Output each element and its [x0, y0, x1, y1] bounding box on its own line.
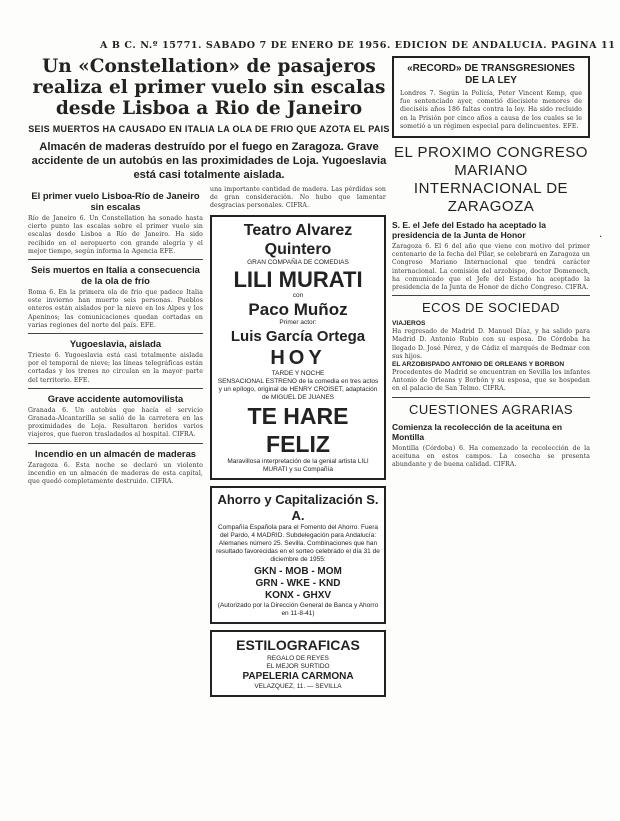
ahorro-code: GRN - WKE - KND — [255, 577, 341, 589]
society-text: Ha regresado de Madrid D. Manuel Díaz, y ha salido para Madrid D. Antonio Rubio con su esposa. De Córdoba ha llegado D. José Pérez, y de Cádiz el marqués de Bedmar con sus hijos. — [392, 328, 590, 360]
society-label-2: EL ARZOBISPADO ANTONIO DE ORLEANS Y BORBON — [392, 361, 565, 369]
ahorro-code: KONX - GHXV — [264, 589, 332, 601]
pens-line1: REGALO DE REYES — [267, 654, 329, 662]
theatre-venue: Teatro Alvarez Quintero — [243, 221, 353, 258]
subheadline: Almacén de maderas destruído por el fuego en Zaragoza. Grave accidente de un autobús en las proximidades de Loja. Yugoeslavia está casi totalmente aislada. — [31, 141, 387, 181]
section-title: Grave accidente automovilista — [47, 392, 184, 404]
intro-text: una importante cantidad de madera. Las pérdidas son de gran consideración. No hubo que lamentar desgracias personales. CIFRA. — [210, 186, 386, 210]
section-text: Río de Janeiro 6. Un Constellation ha sonado hasta cierto punto las escalas sobre el primer vuelo sin escalas desde Lisboa a Río de Janeiro. Ha sido recibido en el aeropuerto con grande alegría y el mejor tiempo, según informa la Agencia EFE. — [28, 215, 203, 255]
congress-headline: EL PROXIMO CONGRESO MARIANO INTERNACIONAL DE ZARAGOZA — [394, 144, 588, 216]
divider — [28, 388, 203, 389]
ahorro-body: Compañía Española para el Fomento del Ahorro. Fuera del Pardo, 4 MADRID. Subdelegación para Andalucía: Alemanes número 25. Sevilla. Combinaciones que han resultado favorecidas en el sorteo celebrado el día 31 de diciembre de 1955: — [216, 523, 380, 563]
society-label: VIAJEROS — [392, 320, 426, 328]
theatre-actor1: Paco Muñoz — [248, 299, 348, 319]
pens-address: VELAZQUEZ, 11. — SEVILLA — [254, 682, 342, 690]
right-column — [392, 56, 590, 469]
theatre-actor2: Luis García Ortega — [230, 327, 366, 345]
theatre-company: GRAN COMPAÑIA DE COMEDIAS — [247, 258, 349, 266]
agrarian-text: Montilla (Córdoba) 6. Ha comenzado la recolección de la aceituna en estos campos. La cosecha se presenta abundante y de buena calidad. CIFRA. — [392, 444, 590, 469]
theatre-star: LILI MURATI — [233, 266, 363, 292]
society-text-2: Procedentes de Madrid se encuentran en Sevilla los infantes Antonio de Orleans y Borbón y su esposa, que se hospedan en el palacio de San Telmo. CIFRA. — [392, 369, 590, 393]
ahorro-title: Ahorro y Capitalización S. A. — [217, 491, 379, 523]
section-title: Yugoeslavia, aislada — [69, 338, 162, 350]
theatre-with: con — [292, 291, 304, 299]
theatre-advertisement — [210, 215, 386, 480]
divider — [28, 259, 203, 260]
section-title: Incendio en un almacén de maderas — [35, 447, 196, 459]
edge-mark: · — [599, 232, 603, 243]
headline-kicker: SEIS MUERTOS HA CAUSADO EN ITALIA LA OLA DE FRIO QUE AZOTA EL PAIS — [28, 124, 390, 134]
theatre-first-actor-label: Primer actor: — [279, 318, 317, 326]
divider — [28, 443, 203, 444]
record-text: Londres 7. Según la Policía, Peter Vincent Kemp, que fue sentenciado ayer, cometió diecisiete menores de dieciséis años 186 faltas contra la ley. Ha sido recluido en la Prisión por cinco años a causa de los cuales se le sometió a un régimen especial para delincuentes. EFE. — [400, 90, 582, 130]
congress-kicker: S. E. el Jefe del Estado ha aceptado la presidencia de la Junta de Honor — [392, 220, 547, 241]
theatre-description: SENSACIONAL ESTRENO de la comedia en tres actos y un epílogo, original de HENRY CROISET, adaptación de MIGUEL DE JUANES — [217, 377, 379, 401]
record-box — [392, 56, 590, 138]
agrarian-kicker: Comienza la recolección de la aceituna en Montilla — [392, 421, 563, 442]
agrarian-headline: CUESTIONES AGRARIAS — [408, 401, 574, 417]
pens-shop: PAPELERIA CARMONA — [242, 670, 354, 682]
theatre-times: TARDE Y NOCHE — [271, 369, 325, 377]
divider — [28, 333, 203, 334]
ahorro-footer: (Autorizado por la Dirección General de Banca y Ahorro en 11-8-41) — [217, 601, 379, 617]
congress-text: Zaragoza 6. El 6 del año que viene con motivo del primer centenario de la fecha del Pilar, se celebrará en Zaragoza un Congreso Mariano Internacional que tendrá carácter internacional. La comisión del arzobispo, doctor Domenech, ha comunicado que el Jefe del Estado ha aceptado la presidencia de la Junta de Honor de dicho Congreso. CIFRA. — [392, 243, 590, 292]
pens-advertisement — [210, 630, 386, 697]
section-title: El primer vuelo Lisboa-Río de Janeiro sin escalas — [31, 190, 200, 212]
left-column — [28, 186, 203, 486]
divider — [392, 295, 590, 296]
theatre-closing: Maravillosa interpretación de la genial artista LILI MURATI y su Compañía — [227, 457, 369, 473]
pens-line2: EL MEJOR SURTIDO — [266, 662, 330, 670]
section-text: Roma 6. En la primera ola de frío que padece Italia este invierno han muerto seis personas. Pueblos enteros están aislados por la nieve en los Alpes y los Apeninos; las comunicaciones quedan cortadas en varias regiones del norte del país. EFE. — [28, 289, 203, 329]
record-title: «RECORD» DE TRANSGRESIONES DE LA LEY — [407, 63, 575, 86]
main-headline: Un «Constellation» de pasajeros realiza el primer vuelo sin escalas desde Lisboa a Rio de Janeiro — [32, 56, 386, 119]
section-text: Granada 6. Un autobús que hacía el servicio Granada-Alcantarilla se salió de la carretera en las proximidades de Loja. Resultaron heridos varios viajeros, que fueron trasladados al hospital. CIFRA. — [28, 406, 203, 439]
ahorro-advertisement — [210, 486, 386, 624]
section-title: Seis muertos en Italia a consecuencia de la ola de frío — [31, 264, 200, 287]
theatre-today: HOY — [270, 346, 326, 369]
middle-column — [210, 186, 386, 703]
ahorro-code: GKN - MOB - MOM — [254, 565, 342, 577]
pens-title: ESTILOGRAFICAS — [236, 636, 360, 653]
section-text: Trieste 6. Yugoeslavia está casi totalmente aislada por el temporal de nieve; las líneas telegráficas están cortadas y los trenes no circulan en la mayor parte del territorio. EFE. — [28, 352, 203, 384]
society-headline: ECOS DE SOCIEDAD — [421, 300, 561, 316]
section-text: Zaragoza 6. Esta noche se declaró un violento incendio en un almacén de maderas de esta capital, que quedó completamente destruido. CIFRA. — [28, 461, 203, 486]
masthead: A B C. N.º 15771. SABADO 7 DE ENERO DE 1956. EDICION DE ANDALUCIA. PAGINA 11 — [100, 40, 616, 51]
divider — [392, 397, 590, 398]
theatre-play-title: TE HARE FELIZ — [247, 402, 349, 457]
